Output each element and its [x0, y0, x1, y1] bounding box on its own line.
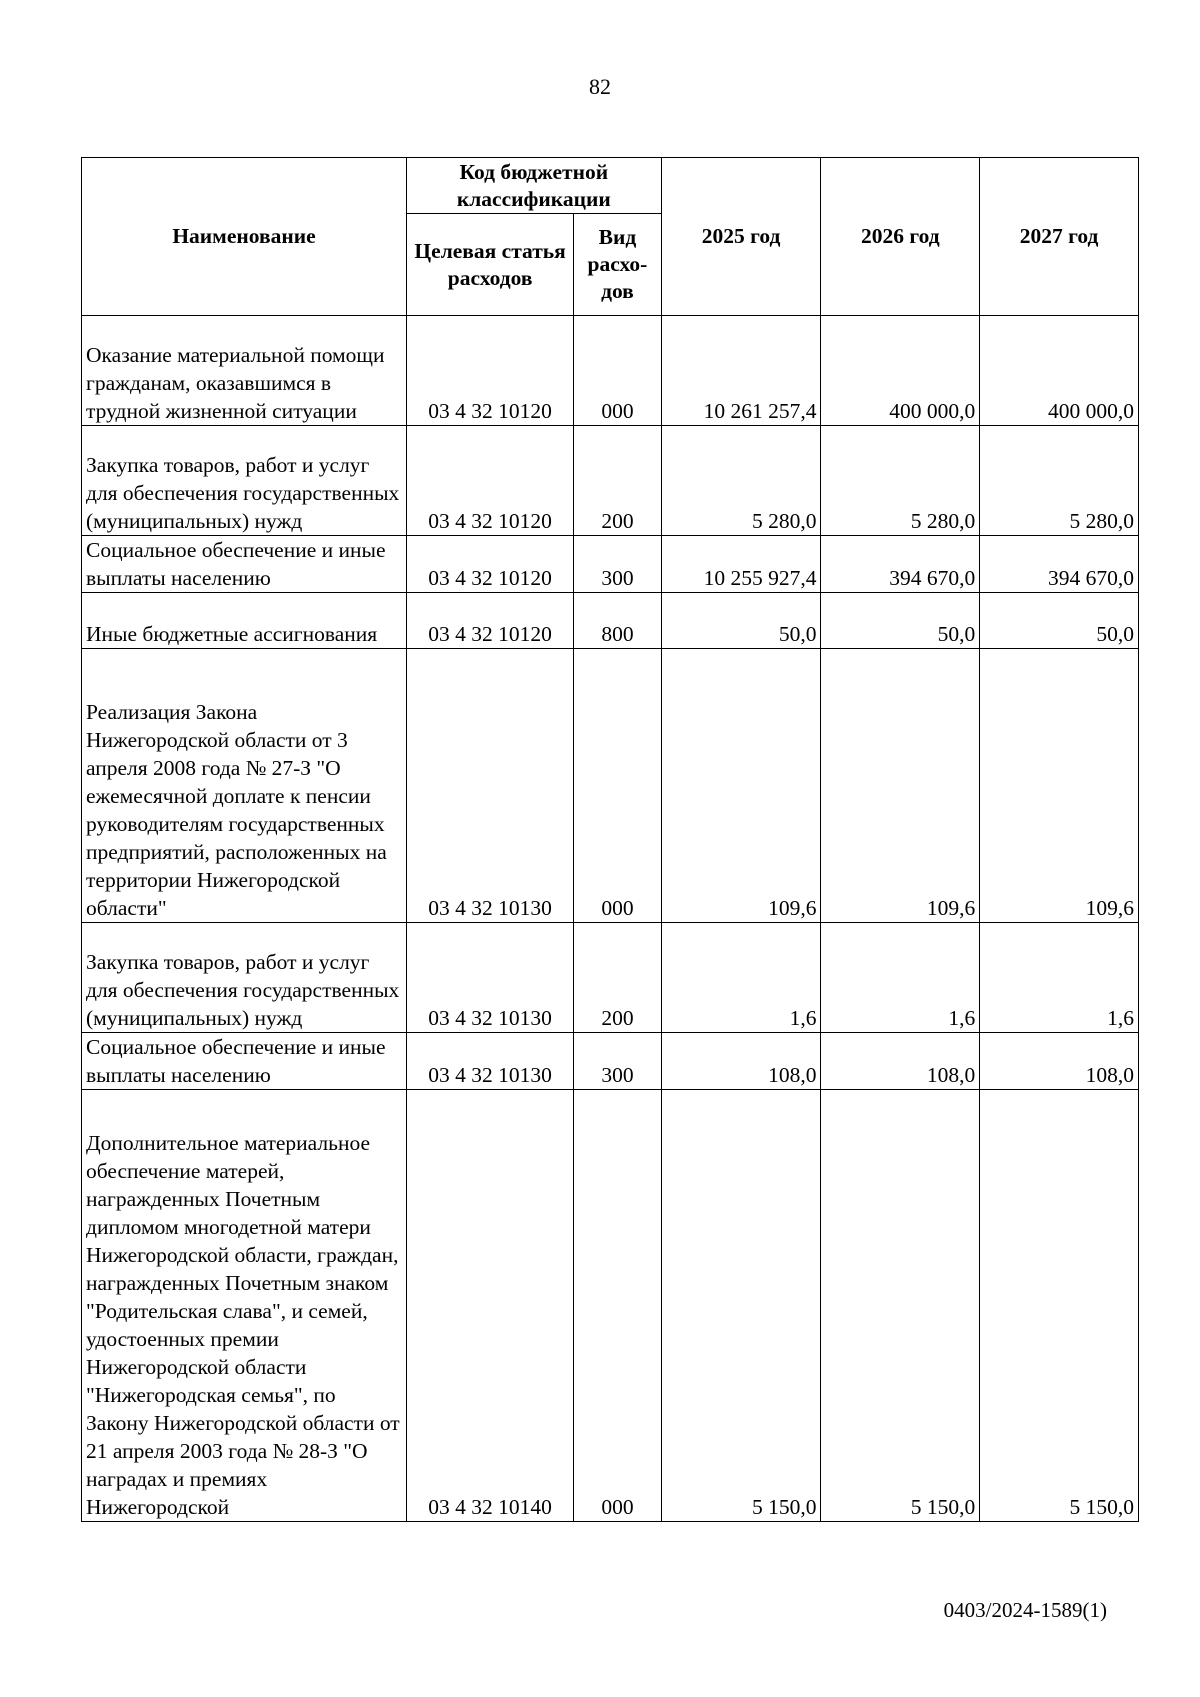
row-expense-type: 200 — [574, 426, 661, 536]
row-name: Реализация Закона Нижегородской области от 3 апреля 2008 года № 27-З "О ежемесячной доплате к пенсии руководителям государственных предприятий, расположенных на территории Нижегородской области" — [82, 649, 407, 923]
row-2026: 5 280,0 — [821, 426, 980, 536]
table-row — [82, 1090, 1139, 1522]
row-expense-type: 000 — [574, 316, 661, 426]
row-2026: 394 670,0 — [821, 536, 980, 593]
header-2027: 2027 год — [980, 158, 1139, 316]
row-target-article: 03 4 32 10120 — [406, 316, 573, 426]
row-target-article: 03 4 32 10140 — [406, 1090, 573, 1522]
row-2027: 394 670,0 — [980, 536, 1139, 593]
header-target-article: Целевая статья расходов — [406, 214, 573, 316]
row-2026: 50,0 — [821, 593, 980, 649]
row-name: Социальное обеспечение и иные выплаты населению — [82, 536, 407, 593]
row-2027: 5 280,0 — [980, 426, 1139, 536]
row-expense-type: 300 — [574, 1033, 661, 1090]
header-2025: 2025 год — [661, 158, 821, 316]
row-target-article: 03 4 32 10130 — [406, 923, 573, 1033]
row-name: Иные бюджетные ассигнования — [82, 593, 407, 649]
row-2025: 5 280,0 — [661, 426, 821, 536]
row-2027: 108,0 — [980, 1033, 1139, 1090]
row-2025: 10 261 257,4 — [661, 316, 821, 426]
table-row — [82, 649, 1139, 923]
row-2027: 1,6 — [980, 923, 1139, 1033]
page-number: 82 — [589, 74, 611, 99]
row-name: Закупка товаров, работ и услуг для обеспечения государственных (муниципальных) нужд — [82, 923, 407, 1033]
table-row — [82, 1033, 1139, 1090]
row-2026: 400 000,0 — [821, 316, 980, 426]
row-2026: 109,6 — [821, 649, 980, 923]
row-name: Закупка товаров, работ и услуг для обеспечения государственных (муниципальных) нужд — [82, 426, 407, 536]
row-target-article: 03 4 32 10130 — [406, 649, 573, 923]
row-expense-type: 800 — [574, 593, 661, 649]
row-2027: 109,6 — [980, 649, 1139, 923]
row-expense-type: 000 — [574, 1090, 661, 1522]
row-name: Оказание материальной помощи гражданам, оказавшимся в трудной жизненной ситуации — [82, 316, 407, 426]
header-expense-type: Вид расхо-дов — [574, 214, 661, 316]
row-2025: 108,0 — [661, 1033, 821, 1090]
table-row — [82, 593, 1139, 649]
table-row — [82, 426, 1139, 536]
row-target-article: 03 4 32 10120 — [406, 593, 573, 649]
row-2025: 1,6 — [661, 923, 821, 1033]
row-2025: 5 150,0 — [661, 1090, 821, 1522]
row-expense-type: 000 — [574, 649, 661, 923]
table-row — [82, 536, 1139, 593]
table-row — [82, 923, 1139, 1033]
row-name: Дополнительное материальное обеспечение матерей, награжденных Почетным дипломом многодетной матери Нижегородской области, граждан, награжденных Почетным знаком "Родительская слава", и семей, удостоенных премии Нижегородской области "Нижегородская семья", по Закону Нижегородской области от 21 апреля 2003 года № 28-З "О наградах и премиях Нижегородской — [82, 1090, 407, 1522]
table-body — [82, 316, 1139, 1522]
row-target-article: 03 4 32 10130 — [406, 1033, 573, 1090]
table-row — [82, 316, 1139, 426]
header-row-1 — [82, 158, 1139, 214]
row-name: Социальное обеспечение и иные выплаты населению — [82, 1033, 407, 1090]
header-2026: 2026 год — [821, 158, 980, 316]
row-expense-type: 300 — [574, 536, 661, 593]
row-2027: 5 150,0 — [980, 1090, 1139, 1522]
header-name: Наименование — [82, 158, 407, 316]
row-2026: 1,6 — [821, 923, 980, 1033]
row-2026: 5 150,0 — [821, 1090, 980, 1522]
document-code: 0403/2024-1589(1) — [943, 1598, 1107, 1622]
row-expense-type: 200 — [574, 923, 661, 1033]
row-2026: 108,0 — [821, 1033, 980, 1090]
row-2025: 50,0 — [661, 593, 821, 649]
row-2025: 10 255 927,4 — [661, 536, 821, 593]
row-2027: 50,0 — [980, 593, 1139, 649]
row-target-article: 03 4 32 10120 — [406, 536, 573, 593]
row-target-article: 03 4 32 10120 — [406, 426, 573, 536]
budget-table — [81, 157, 1139, 1522]
header-code-group: Код бюджетной классификации — [406, 158, 661, 214]
row-2027: 400 000,0 — [980, 316, 1139, 426]
row-2025: 109,6 — [661, 649, 821, 923]
